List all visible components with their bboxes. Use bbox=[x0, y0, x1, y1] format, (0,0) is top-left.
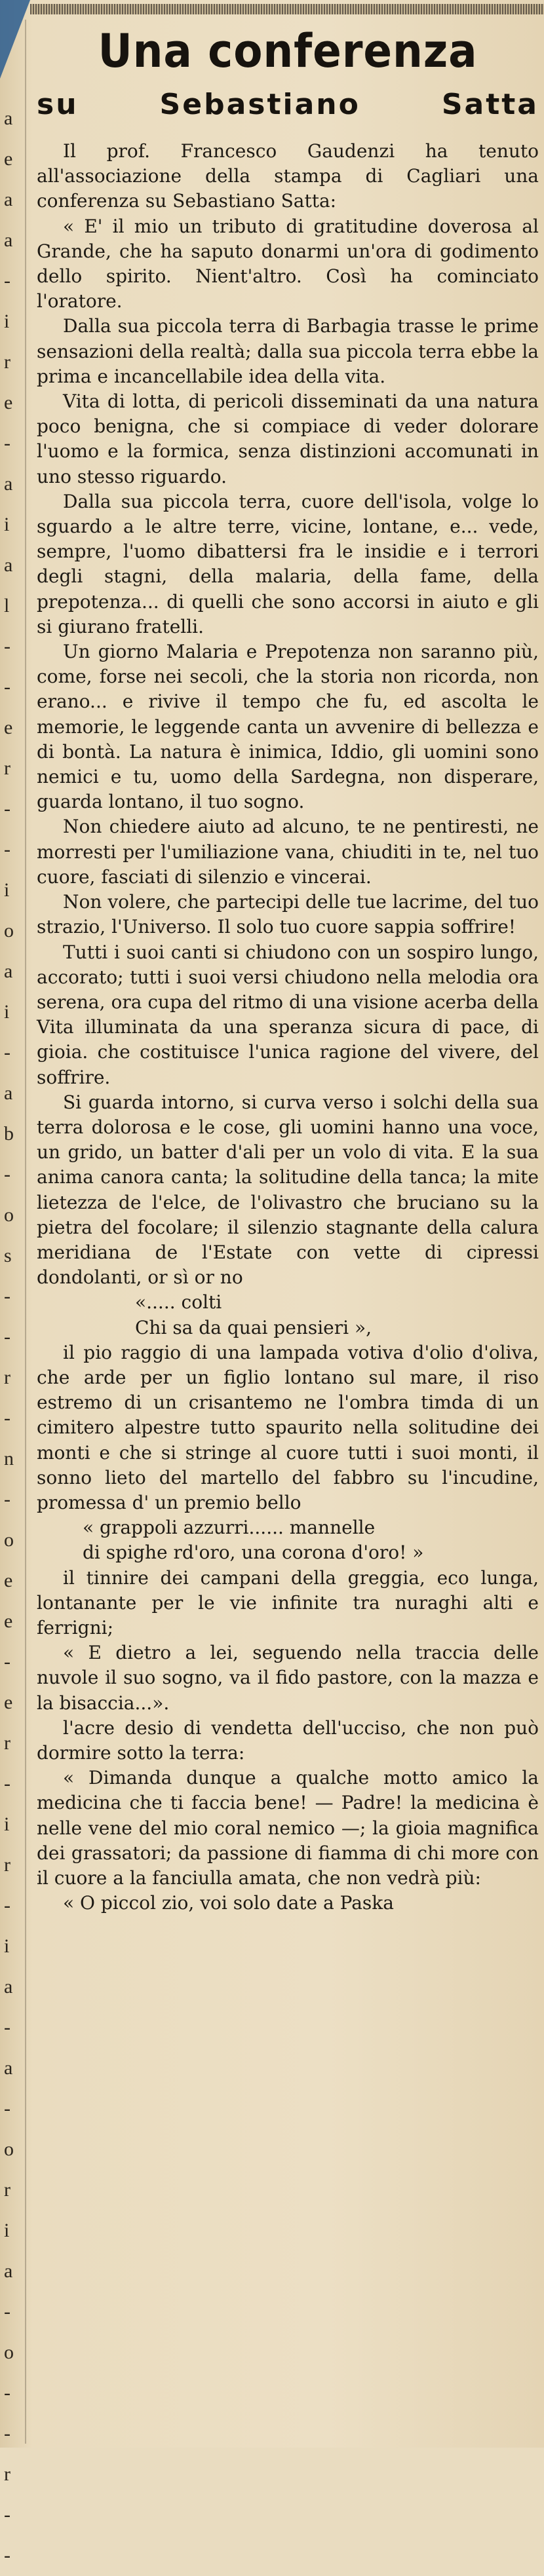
paragraph: Dalla sua piccola terra di Barbagia trasse le prime sensazioni della realtà; dalla sua piccola terra ebbe la prima e incancellabile idea della vita. bbox=[37, 315, 539, 387]
margin-fragment: r bbox=[4, 1732, 10, 1754]
adjacent-column-fragments bbox=[0, 98, 20, 2566]
margin-fragment: - bbox=[4, 2423, 10, 2444]
margin-fragment: o bbox=[4, 1529, 14, 1551]
margin-fragment: - bbox=[4, 676, 10, 698]
margin-fragment: r bbox=[4, 1367, 10, 1388]
margin-fragment: a bbox=[4, 189, 13, 210]
margin-fragment: a bbox=[4, 473, 13, 495]
margin-fragment: - bbox=[4, 1407, 10, 1429]
paragraph: il tinnire dei campani della greggia, eco lunga, lontanante per le vie infinite tra nuraghi alti e ferrigni; bbox=[37, 1566, 539, 1638]
margin-fragment: i bbox=[4, 1001, 10, 1023]
margin-fragment: i bbox=[4, 311, 10, 332]
margin-fragment: - bbox=[4, 1488, 10, 1510]
margin-fragment: - bbox=[4, 1164, 10, 1185]
margin-fragment: a bbox=[4, 1082, 13, 1104]
margin-fragment: a bbox=[4, 2057, 13, 2079]
top-decorative-rule bbox=[30, 4, 544, 14]
margin-fragment: r bbox=[4, 757, 10, 779]
paragraph: Si guarda intorno, si curva verso i solchi della sua terra dolorosa e le cose, gli uomini hanno una voce, un grido, un batter d'ali per un volo di vita. E la sua anima canora canta; la solitudine della tanca; la mite lietezza de l'elce, de l'olivastro che bruciano su la pietra del focolare; il silenzio stagnante della calura meridiana de l'Estate con vette di cipressi dondolanti, or sì or no bbox=[37, 1091, 539, 1289]
margin-fragment: o bbox=[4, 1204, 14, 1226]
margin-fragment: - bbox=[4, 635, 10, 657]
paragraph: Vita di lotta, di pericoli disseminati da una natura poco benigna, che si compiace di veder dolorare l'uomo e la formica, senza distinzioni accomunati in uno stesso riguardo. bbox=[37, 390, 539, 487]
margin-fragment: - bbox=[4, 2301, 10, 2322]
margin-fragment: i bbox=[4, 1813, 10, 1835]
margin-fragment: i bbox=[4, 1935, 10, 1957]
paragraph: Dalla sua piccola terra, cuore dell'isola, volge lo sguardo a le altre terre, vicine, lontane, e... vede, sempre, l'uomo dibattersi fra le insidie e i terrori degli stagni, della malaria, della fame, della prepotenza... di quelli che sono accorsi in aiuto e gli si giurano fratelli. bbox=[37, 490, 539, 637]
margin-fragment: r bbox=[4, 2463, 10, 2485]
margin-fragment: e bbox=[4, 717, 13, 738]
margin-fragment: e bbox=[4, 1570, 13, 1591]
paragraph: « O piccol zio, voi solo date a Paska bbox=[63, 1892, 394, 1914]
margin-fragment: e bbox=[4, 1610, 13, 1632]
margin-fragment: a bbox=[4, 554, 13, 576]
margin-fragment: - bbox=[4, 1895, 10, 1916]
margin-fragment: r bbox=[4, 2179, 10, 2201]
margin-fragment: - bbox=[4, 1651, 10, 1673]
subheadline bbox=[37, 86, 539, 123]
paragraph: il pio raggio di una lampada votiva d'olio d'oliva, che arde per un figlio lontano sul mare, il riso estremo di un crisantemo ne l'ombra timda di un cimitero alpestre tutto spaurito nella solitudine dei monti e che si stringe al cuore tutti i suoi monti, il sonno lieto del martello del fabbro su l'incudine, promessa d' un premio bello bbox=[37, 1341, 539, 1513]
paragraph: Il prof. Francesco Gaudenzi ha tenuto all'associazione della stampa di Cagliari una conferenza su Sebastiano Satta: bbox=[37, 140, 539, 212]
paragraph: Non chiedere aiuto ad alcuno, te ne pentiresti, ne morresti per l'umiliazione vana, chiuditi in te, nel tuo cuore, fasciati di silenzio e vincerai. bbox=[37, 816, 539, 888]
margin-fragment: - bbox=[4, 2504, 10, 2526]
paragraph: Un giorno Malaria e Prepotenza non saranno più, come, forse nei secoli, che la storia non ricorda, non erano... e rivive il tempo che fu, ed ascolta le memorie, le leggende canta un avvenire di bellezza e di bontà. La natura è inimica, Iddio, gli uomini sono nemici e tu, uomo della Sardegna, non disperare, guarda lontano, il tuo sogno. bbox=[37, 641, 539, 813]
margin-fragment: a bbox=[4, 1976, 13, 1998]
subheadline-word: Satta bbox=[441, 88, 539, 121]
verse-line: Chi sa da quai pensieri », bbox=[135, 1316, 372, 1338]
margin-fragment: e bbox=[4, 1692, 13, 1713]
margin-fragment: o bbox=[4, 920, 14, 941]
margin-fragment: - bbox=[4, 270, 10, 292]
margin-fragment: r bbox=[4, 351, 10, 373]
margin-fragment: - bbox=[4, 1773, 10, 1794]
margin-fragment: s bbox=[4, 1245, 12, 1266]
paragraph: « E' il mio un tributo di gratitudine doverosa al Grande, che ha saputo donarmi un'ora di godimento dello spirito. Nient'altro. Così ha cominciato l'oratore. bbox=[37, 215, 539, 313]
margin-fragment: a bbox=[4, 229, 13, 251]
subheadline-word: su bbox=[37, 88, 79, 121]
margin-fragment: r bbox=[4, 1854, 10, 1876]
margin-fragment: l bbox=[4, 595, 10, 616]
verse-line: «..... colti bbox=[135, 1291, 222, 1314]
paragraph: « E dietro a lei, seguendo nella traccia delle nuvole il suo sogno, va il fido pastore, con la mazza e la bisaccia...». bbox=[37, 1642, 539, 1714]
margin-fragment: o bbox=[4, 2341, 14, 2363]
article-body bbox=[37, 139, 539, 1916]
margin-fragment: - bbox=[4, 432, 10, 454]
margin-fragment: - bbox=[4, 1042, 10, 1063]
margin-fragment: - bbox=[4, 2098, 10, 2119]
margin-fragment: b bbox=[4, 1123, 14, 1145]
margin-fragment: e bbox=[4, 148, 13, 170]
margin-fragment: - bbox=[4, 2017, 10, 2038]
margin-fragment: a bbox=[4, 2260, 13, 2282]
paragraph: « Dimanda dunque a qualche motto amico la medicina che ti faccia bene! — Padre! la medicina è nelle vene del mio coral nemico —; la gioia magnifica dei grassatori; da passione di fiamma di chi more con il cuore a la fanciulla amata, che non vedrà più: bbox=[37, 1767, 539, 1889]
margin-fragment: a bbox=[4, 960, 13, 982]
headline: Una conferenza bbox=[98, 24, 478, 78]
margin-fragment: - bbox=[4, 2382, 10, 2404]
article bbox=[37, 20, 539, 2444]
margin-fragment: o bbox=[4, 2138, 14, 2160]
margin-fragment: - bbox=[4, 1326, 10, 1348]
margin-fragment: e bbox=[4, 392, 13, 413]
margin-fragment: a bbox=[4, 107, 13, 129]
margin-fragment: - bbox=[4, 798, 10, 820]
paragraph: Non volere, che partecipi delle tue lacrime, del tuo strazio, l'Universo. Il solo tuo cuore sappia soffrire! bbox=[37, 891, 539, 938]
column-divider bbox=[25, 20, 26, 2444]
margin-fragment: n bbox=[4, 1448, 14, 1469]
margin-fragment: - bbox=[4, 1285, 10, 1307]
margin-fragment: i bbox=[4, 514, 10, 535]
verse-line: « grappoli azzurri...... mannelle bbox=[83, 1517, 376, 1539]
paragraph: l'acre desio di vendetta dell'ucciso, che non può dormire sotto la terra: bbox=[37, 1716, 539, 1764]
margin-fragment: i bbox=[4, 2220, 10, 2241]
paragraph: Tutti i suoi canti si chiudono con un sospiro lungo, accorato; tutti i suoi versi chiudono nella melodia ora serena, ora cupa del ritmo di una visione acerba della Vita illuminata da una speranza sicura di pace, di gioia. che costituisce l'unica ragione del vivere, del soffrire. bbox=[37, 941, 539, 1088]
subheadline-word: Sebastiano bbox=[159, 88, 360, 121]
margin-fragment: - bbox=[4, 2545, 10, 2566]
verse-line: di spighe rd'oro, una corona d'oro! » bbox=[83, 1542, 424, 1564]
margin-fragment: - bbox=[4, 839, 10, 860]
margin-fragment: i bbox=[4, 879, 10, 901]
